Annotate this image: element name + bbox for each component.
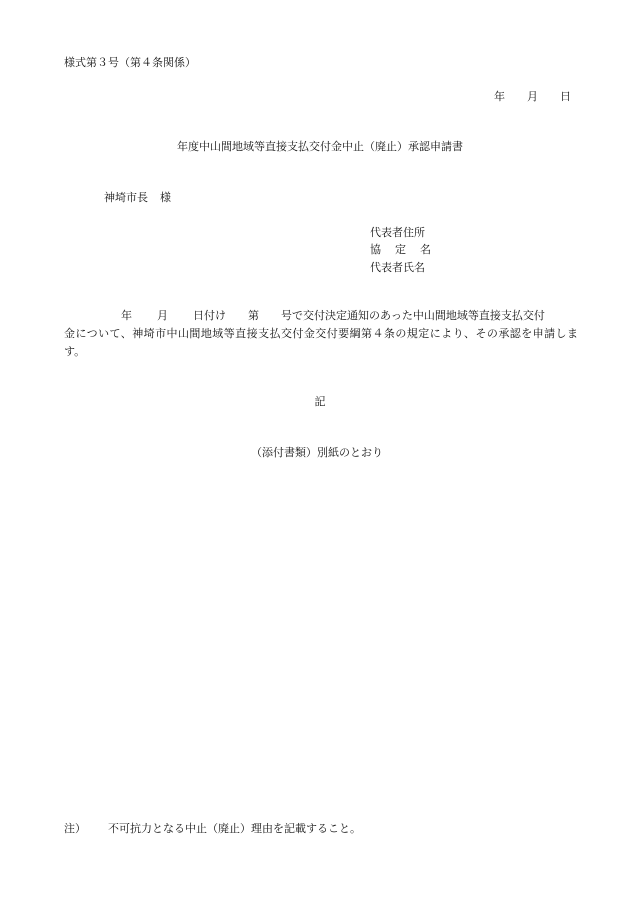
association-char-1: 協	[370, 243, 381, 256]
recipient-name: 神埼市長	[104, 191, 148, 204]
ki-marker	[0, 396, 630, 407]
document-title	[0, 141, 630, 152]
applicant-association-label	[370, 244, 431, 255]
body-paragraph	[64, 307, 578, 361]
ki-text: 記	[314, 395, 326, 408]
recipient	[104, 192, 171, 203]
body-line1-rest: 号で交付決定通知のあった中山間地域等直接支払交付	[281, 309, 545, 322]
body-rest: 金について、神埼市中山間地域等直接支払交付金交付要綱第４条の規定により、その承認を申請します。	[64, 327, 578, 358]
date-month-label: 月	[527, 90, 538, 103]
form-number: 様式第３号（第４条関係）	[64, 56, 196, 69]
footnote	[64, 823, 361, 834]
applicant-name-label: 代表者氏名	[370, 261, 425, 274]
association-char-2: 定	[395, 243, 406, 256]
footnote-text: 不可抗力となる中止（廃止）理由を記載すること。	[108, 822, 361, 835]
association-char-3: 名	[420, 243, 431, 256]
recipient-honorific: 様	[160, 191, 171, 204]
date-line	[494, 91, 571, 102]
document-title-text: 年度中山間地域等直接支払交付金中止（廃止）承認申請書	[177, 140, 463, 153]
body-line-1	[64, 307, 578, 325]
attachment-line	[0, 447, 630, 458]
body-dated: 日付け	[193, 309, 226, 322]
body-number-prefix: 第	[248, 309, 259, 322]
date-year-label: 年	[494, 90, 505, 103]
date-day-label: 日	[560, 90, 571, 103]
body-year: 年	[121, 309, 132, 322]
body-month: 月	[157, 309, 168, 322]
attachment-text: （添付書類）別紙のとおり	[251, 446, 383, 459]
applicant-address-label: 代表者住所	[370, 226, 425, 239]
footnote-label: 注）	[64, 822, 86, 835]
